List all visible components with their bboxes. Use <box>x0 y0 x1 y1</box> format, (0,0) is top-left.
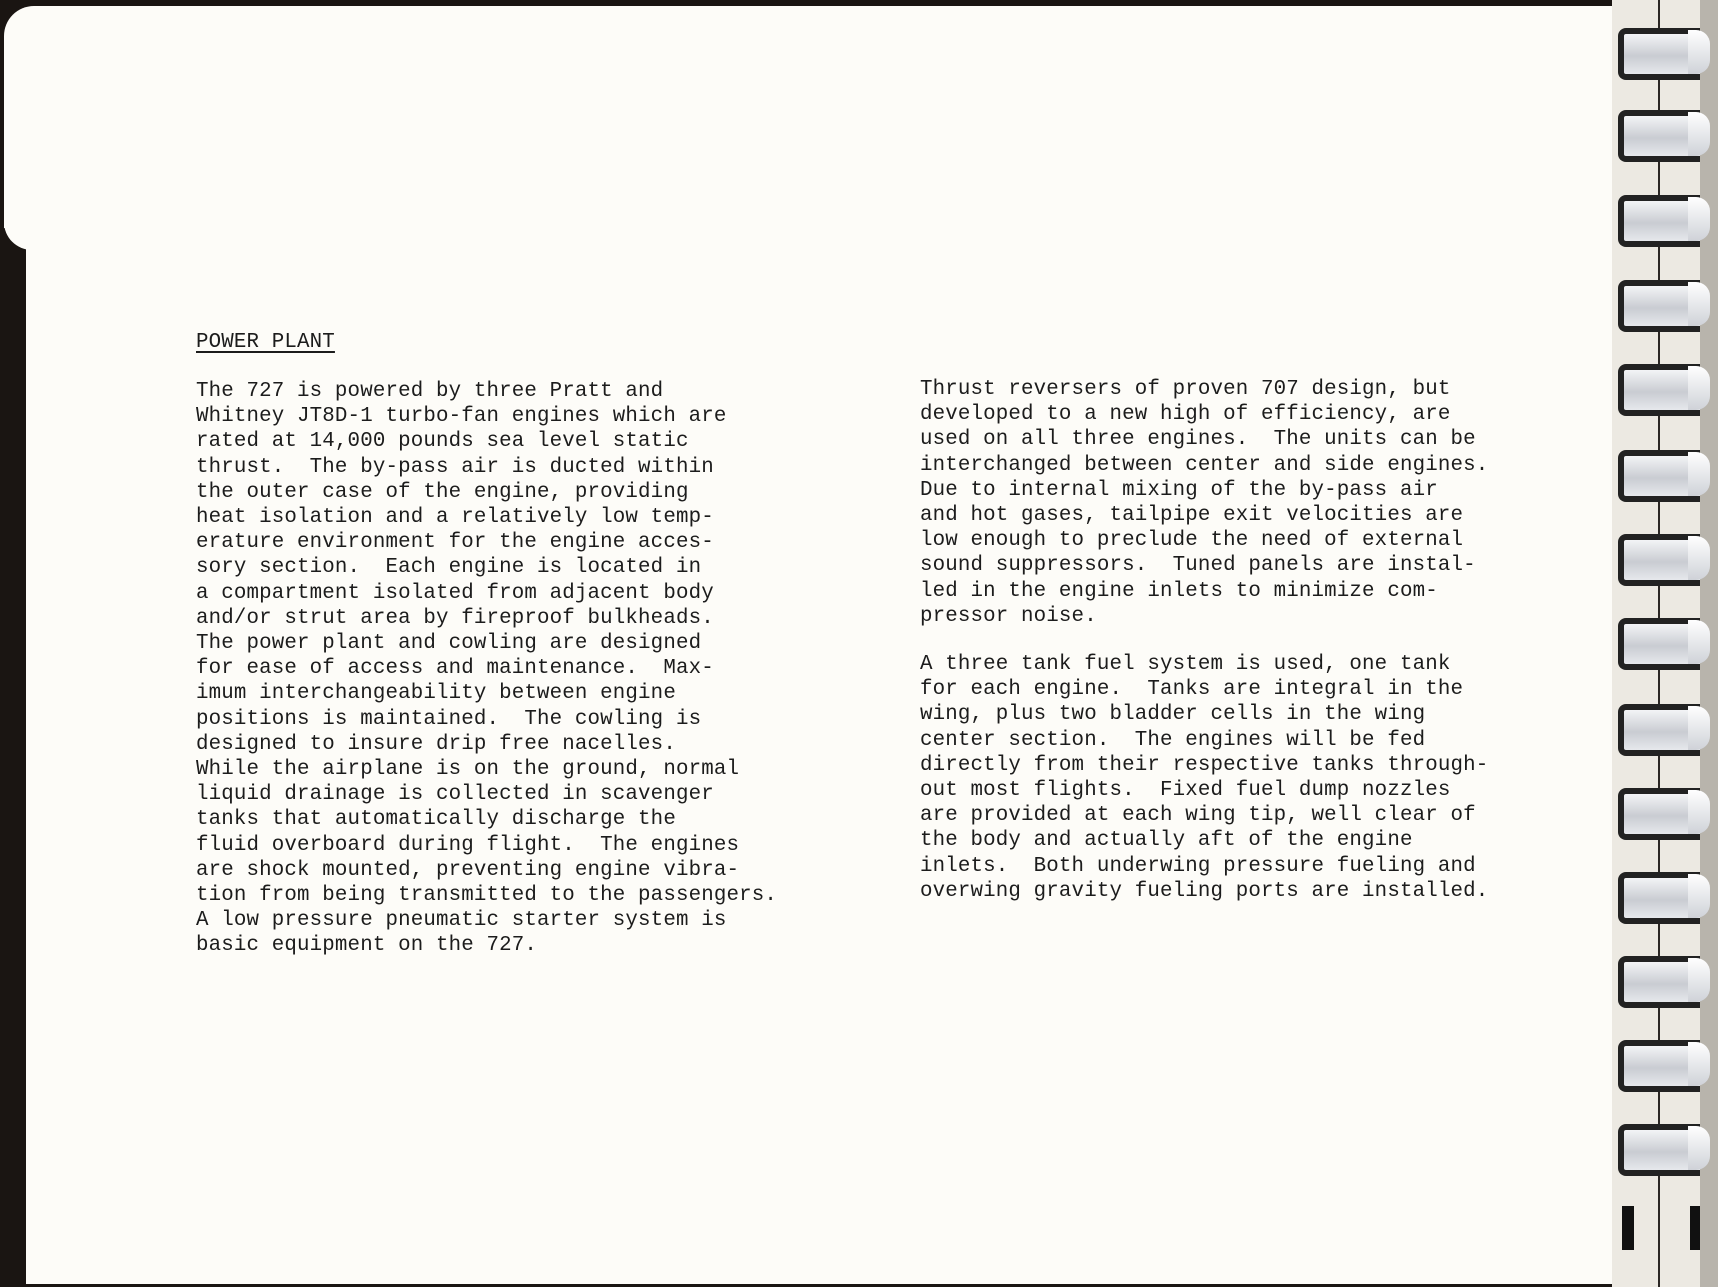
binding-coil <box>1618 704 1700 756</box>
binding-coil-stub <box>1622 1206 1634 1250</box>
binding-coil <box>1618 788 1700 840</box>
binding-coil <box>1618 872 1700 924</box>
binding-coil <box>1618 110 1700 162</box>
binding-coil <box>1618 618 1700 670</box>
binding-coil <box>1618 450 1700 502</box>
binding-coil <box>1618 534 1700 586</box>
binding-coil <box>1618 1040 1700 1092</box>
binding-coil <box>1618 28 1700 80</box>
right-paragraph-thrust-reversers: Thrust reversers of proven 707 design, but developed to a new high of efficiency, are used on all three engines. The units can be interchanged between center and side engines. Due to internal mixing of the by-pass air and hot gases, tailpipe exit velocities are low enough to preclude the need of external sound suppressors. Tuned panels are instal- led in the engine inlets to minimize com- pressor noise. <box>920 378 1489 628</box>
section-heading: POWER PLANT <box>196 331 335 354</box>
binding-coil <box>1618 956 1700 1008</box>
binding-coil <box>1618 1124 1700 1176</box>
binding-coil <box>1618 364 1700 416</box>
page-tab-shadow <box>0 228 26 1287</box>
binding-coil-stub <box>1690 1206 1700 1250</box>
binding-coil <box>1618 195 1700 247</box>
left-paragraph: The 727 is powered by three Pratt and Whitney JT8D-1 turbo-fan engines which are rated at 14,000 pounds sea level static thrust. The by-pass air is ducted within the outer case of the engine, providing heat isolation and a relatively low temp- erature environment for the engine acces- sory section. Each engine is located in a compartment isolated from adjacent body and/or strut area by fireproof bulkheads. The power plant and cowling are designed for ease of access and maintenance. Max- imum interchangeability between engine positions is maintained. The cowling is designed to insure drip free nacelles. While the airplane is on the ground, normal liquid drainage is collected in scavenger tanks that automatically discharge the fluid overboard during flight. The engines are shock mounted, preventing engine vibra- tion from being transmitted to the passengers. A low pressure pneumatic starter system is basic equipment on the 727. <box>196 380 777 958</box>
right-paragraph-fuel-system: A three tank fuel system is used, one tank for each engine. Tanks are integral in the wing, plus two bladder cells in the wing center section. The engines will be fed directly from their respective tanks through- out most flights. Fixed fuel dump nozzles are provided at each wing tip, well clear of the body and actually aft of the engine inlets. Both underwing pressure fueling and overwing gravity fueling ports are installed. <box>920 653 1489 903</box>
binding-coil <box>1618 280 1700 332</box>
